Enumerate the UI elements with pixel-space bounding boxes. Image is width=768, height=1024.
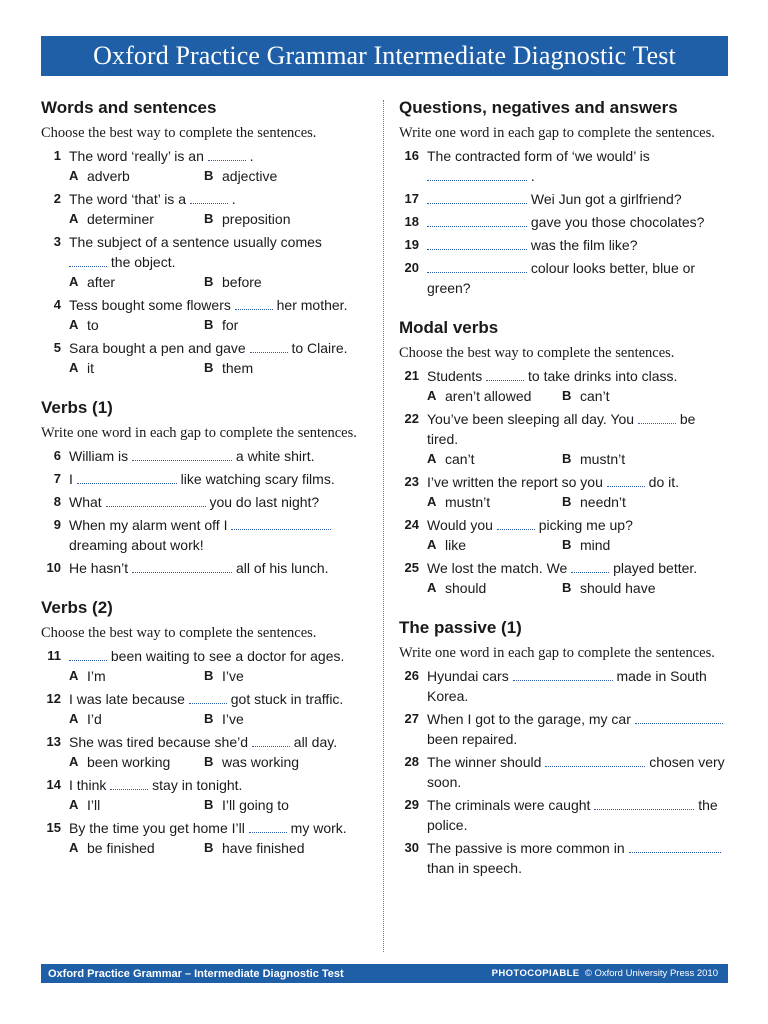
section-verbs-1 [41,398,366,578]
options [69,358,366,378]
answer-gap[interactable] [635,711,723,724]
answer-gap[interactable] [545,754,645,767]
option-a[interactable]: A been working [69,754,171,770]
option-a[interactable]: A like [427,537,467,553]
question-7: 7 I like watching scary films. [53,471,335,487]
question-15: 15 By the time you get home I’ll my work. A be finished B have finished [41,818,366,858]
question-2: 2 The word ‘that’ is a . A determiner B preposition [41,189,366,229]
question-25: 25 We lost the match. We played better. A should B should have [399,558,729,598]
question-9: 9 When my alarm went off I dreaming about work! [41,515,366,555]
options [69,209,366,229]
question-22: 22 You’ve been sleeping all day. You be tired. A can’t B mustn’t [399,409,729,469]
answer-gap[interactable] [427,168,527,181]
option-a[interactable]: A can’t [427,451,475,467]
answer-gap[interactable] [110,777,148,790]
answer-gap[interactable] [69,648,107,661]
question-4: 4 Tess bought some flowers her mother. A to B for [41,295,366,335]
answer-gap[interactable] [638,411,676,424]
option-a[interactable]: A I’ll [69,797,101,813]
option-a[interactable]: A it [69,360,94,376]
question-27: 27 When I got to the garage, my car been repaired. [399,709,729,749]
section-title: Modal verbs [399,318,499,337]
question-17: 17 Wei Jun got a girlfriend? [404,191,682,207]
option-b[interactable]: B before [204,274,262,290]
option-b[interactable]: B should have [562,580,656,596]
section-instructions: Write one word in each gap to complete the sentences. [41,425,357,441]
section-title: Words and sentences [41,98,217,117]
option-b[interactable]: B for [204,317,239,333]
section-instructions: Choose the best way to complete the sentences. [41,125,317,141]
options [427,386,729,406]
option-b[interactable]: B I’ve [204,711,244,727]
answer-gap[interactable] [427,260,527,273]
option-b[interactable]: B was working [204,754,300,770]
options [69,666,366,686]
option-b[interactable]: B preposition [204,211,291,227]
question-5: 5 Sara bought a pen and gave to Claire. A it B them [41,338,366,378]
options [427,492,729,512]
option-b[interactable]: B adjective [204,168,278,184]
answer-gap[interactable] [231,517,331,530]
answer-gap[interactable] [594,797,694,810]
answer-gap[interactable] [629,840,721,853]
question-16: 16 The contracted form of ‘we would’ is . [404,148,650,184]
section-title: Verbs (2) [41,598,113,617]
answer-gap[interactable] [235,297,273,310]
header-banner [41,36,728,76]
answer-gap[interactable] [486,368,524,381]
question-13: 13 She was tired because she’d all day. A been working B was working [41,732,366,772]
answer-gap[interactable] [250,340,288,353]
question-28: 28 The winner should chosen very soon. [404,754,725,790]
option-a[interactable]: A adverb [69,168,130,184]
option-a[interactable]: A I’d [69,711,102,727]
question-6: 6 William is a white shirt. [53,448,315,464]
answer-gap[interactable] [106,494,206,507]
answer-gap[interactable] [497,517,535,530]
answer-gap[interactable] [571,560,609,573]
option-b[interactable]: B I’ll going to [204,797,289,813]
page-title: Oxford Practice Grammar Intermediate Diagnostic Test [93,41,676,70]
option-b[interactable]: B mustn’t [562,451,626,467]
question-24: 24 Would you picking me up? A like B mind [399,515,729,555]
answer-gap[interactable] [132,560,232,573]
option-a[interactable]: A should [427,580,487,596]
answer-gap[interactable] [513,668,613,681]
option-b[interactable]: B have finished [204,840,305,856]
option-b[interactable]: B needn’t [562,494,626,510]
section-title: The passive (1) [399,618,522,637]
question-8: 8 What you do last night? [53,494,320,510]
answer-gap[interactable] [208,148,246,161]
column-divider [383,100,384,952]
option-b[interactable]: B them [204,360,254,376]
right-column [399,98,729,898]
question-21: 21 Students to take drinks into class. A aren’t allowed B can’t [399,366,729,406]
section-verbs-2 [41,598,366,858]
footer-banner [41,964,728,983]
section-modal-verbs [399,318,729,598]
options [69,795,366,815]
question-10: 10 He hasn’t all of his lunch. [46,560,329,576]
options [69,166,366,186]
section-words-and-sentences [41,98,366,378]
answer-gap[interactable] [427,237,527,250]
section-title: Questions, negatives and answers [399,98,678,117]
question-18: 18 gave you those chocolates? [404,214,705,230]
options [69,709,366,729]
options [69,272,366,292]
answer-gap[interactable] [190,191,228,204]
option-a[interactable]: A aren’t allowed [427,388,532,404]
options [69,838,366,858]
answer-gap[interactable] [252,734,290,747]
options [69,752,366,772]
option-a[interactable]: A I’m [69,668,106,684]
option-b[interactable]: B I’ve [204,668,244,684]
option-b[interactable]: B can’t [562,388,610,404]
section-instructions: Write one word in each gap to complete the sentences. [399,125,715,141]
section-instructions: Choose the best way to complete the sentences. [399,345,675,361]
option-a[interactable]: A be finished [69,840,155,856]
question-26: 26 Hyundai cars made in South Korea. [404,668,707,704]
section-instructions: Choose the best way to complete the sentences. [41,625,317,641]
options [69,315,366,335]
answer-gap[interactable] [132,448,232,461]
answer-gap[interactable] [189,691,227,704]
question-1: 1 The word ‘really’ is an . A adverb B adjective [41,146,366,186]
question-12: 12 I was late because got stuck in traffic. A I’d B I’ve [41,689,366,729]
section-instructions: Write one word in each gap to complete the sentences. [399,645,715,661]
question-23: 23 I’ve written the report so you do it. A mustn’t B needn’t [399,472,729,512]
section-title: Verbs (1) [41,398,113,417]
options [427,449,729,469]
question-20: 20 colour looks better, blue or green? [404,260,696,296]
section-questions-negatives-answers [399,98,729,298]
answer-gap[interactable] [69,254,107,267]
options [427,535,729,555]
question-30: 30 The passive is more common in than in speech. [399,838,729,878]
question-11: 11 been waiting to see a doctor for ages. A I’m B I’ve [41,646,366,686]
left-column [41,98,366,878]
answer-gap[interactable] [77,471,177,484]
footer-title: Oxford Practice Grammar – Intermediate Diagnostic Test [48,967,344,980]
question-14: 14 I think stay in tonight. A I’ll B I’ll going to [41,775,366,815]
option-a[interactable]: A mustn’t [427,494,491,510]
options [427,578,729,598]
option-a[interactable]: A to [69,317,99,333]
question-19: 19 was the film like? [404,237,638,253]
question-29: 29 The criminals were caught the police. [404,797,718,833]
answer-gap[interactable] [249,820,287,833]
section-passive-1 [399,618,729,878]
option-b[interactable]: B mind [562,537,611,553]
option-a[interactable]: A after [69,274,116,290]
option-a[interactable]: A determiner [69,211,154,227]
question-3: 3 The subject of a sentence usually comes the object. A after B before [41,232,366,292]
answer-gap[interactable] [427,191,527,204]
footer-copyright: PHOTOCOPIABLE © Oxford University Press 2010 [491,968,718,979]
answer-gap[interactable] [427,214,527,227]
answer-gap[interactable] [607,474,645,487]
